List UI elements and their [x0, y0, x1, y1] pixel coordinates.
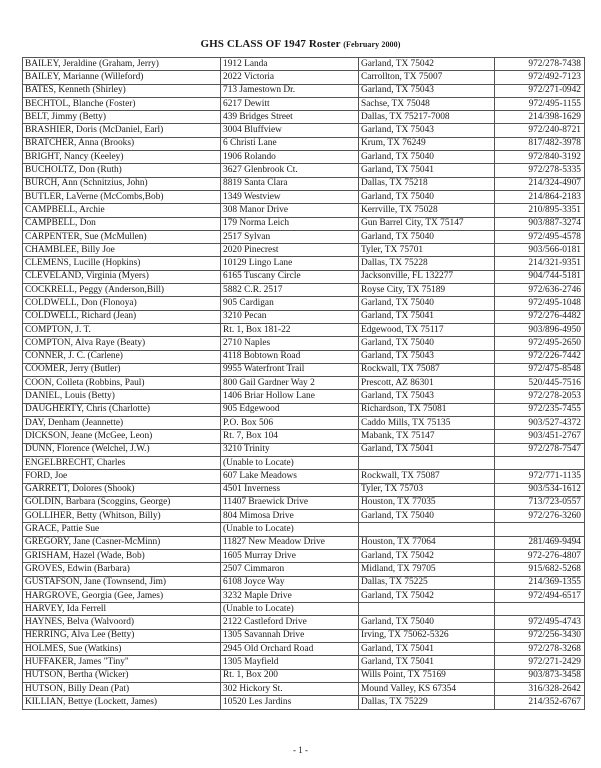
table-row — [23, 177, 585, 190]
phone-number: 972/495-1155 — [495, 97, 585, 110]
city-state-zip: Dallas, TX 75229 — [359, 696, 495, 709]
street-address: 6217 Dewitt — [221, 97, 359, 110]
member-name: HUFFAKER, James "Tiny" — [23, 656, 221, 669]
street-address: (Unable to Locate) — [221, 603, 359, 616]
street-address: 8819 Santa Clara — [221, 177, 359, 190]
title-date: (February 2000) — [343, 40, 401, 49]
member-name: COMPTON, J. T. — [23, 323, 221, 336]
phone-number: 972/495-4578 — [495, 230, 585, 243]
member-name: CARPENTER, Sue (McMullen) — [23, 230, 221, 243]
street-address: 4501 Inverness — [221, 483, 359, 496]
city-state-zip: Garland, TX 75040 — [359, 616, 495, 629]
table-row — [23, 589, 585, 602]
street-address: 2507 Cimmaron — [221, 563, 359, 576]
phone-number: 972/235-7455 — [495, 403, 585, 416]
member-name: BUTLER, LaVerne (McCombs,Bob) — [23, 190, 221, 203]
phone-number: 972/278-3268 — [495, 643, 585, 656]
phone-number: 713/723-0557 — [495, 496, 585, 509]
city-state-zip — [359, 523, 495, 536]
city-state-zip: Dallas, TX 75228 — [359, 257, 495, 270]
table-row — [23, 84, 585, 97]
member-name: HUTSON, Billy Dean (Pat) — [23, 682, 221, 695]
phone-number: 903/566-0181 — [495, 244, 585, 257]
member-name: CLEMENS, Lucille (Hopkins) — [23, 257, 221, 270]
member-name: CAMPBELL, Don — [23, 217, 221, 230]
phone-number: 972/495-4743 — [495, 616, 585, 629]
city-state-zip: Dallas, TX 75217-7008 — [359, 111, 495, 124]
table-row — [23, 297, 585, 310]
table-row — [23, 270, 585, 283]
table-row — [23, 629, 585, 642]
street-address: 713 Jamestown Dr. — [221, 84, 359, 97]
street-address: 2710 Naples — [221, 337, 359, 350]
city-state-zip: Garland, TX 75040 — [359, 190, 495, 203]
street-address: 1305 Savannah Drive — [221, 629, 359, 642]
city-state-zip: Garland, TX 75043 — [359, 390, 495, 403]
roster-table — [22, 57, 585, 710]
member-name: BAILEY, Jeraldine (Graham, Jerry) — [23, 58, 221, 71]
street-address: 3004 Bluffview — [221, 124, 359, 137]
phone-number: 972/771-1135 — [495, 470, 585, 483]
street-address: 3210 Trinity — [221, 443, 359, 456]
member-name: BELT, Jimmy (Betty) — [23, 111, 221, 124]
table-row — [23, 523, 585, 536]
member-name: ENGELBRECHT, Charles — [23, 456, 221, 469]
city-state-zip: Gun Barrel City, TX 75147 — [359, 217, 495, 230]
phone-number: 214/352-6767 — [495, 696, 585, 709]
member-name: CLEVELAND, Virginia (Myers) — [23, 270, 221, 283]
member-name: DICKSON, Jeane (McGee, Leon) — [23, 430, 221, 443]
phone-number: 972/278-7438 — [495, 58, 585, 71]
table-row — [23, 696, 585, 709]
street-address: 11407 Braewick Drive — [221, 496, 359, 509]
city-state-zip: Garland, TX 75041 — [359, 310, 495, 323]
member-name: BURCH, Ann (Schnitzius, John) — [23, 177, 221, 190]
street-address: 2517 Sylvan — [221, 230, 359, 243]
member-name: COLDWELL, Don (Flonoya) — [23, 297, 221, 310]
table-row — [23, 124, 585, 137]
phone-number: 972/276-4482 — [495, 310, 585, 323]
street-address: Rt. 7, Box 104 — [221, 430, 359, 443]
city-state-zip: Wills Point, TX 75169 — [359, 669, 495, 682]
street-address: 6165 Tuscany Circle — [221, 270, 359, 283]
city-state-zip: Dallas, TX 75218 — [359, 177, 495, 190]
table-row — [23, 536, 585, 549]
city-state-zip: Garland, TX 75043 — [359, 350, 495, 363]
phone-number: 972/840-3192 — [495, 151, 585, 164]
city-state-zip: Mound Valley, KS 67354 — [359, 682, 495, 695]
table-row — [23, 483, 585, 496]
city-state-zip: Garland, TX 75040 — [359, 230, 495, 243]
street-address: 1906 Rolando — [221, 151, 359, 164]
phone-number: 972/278-5335 — [495, 164, 585, 177]
street-address: 3210 Pecan — [221, 310, 359, 323]
member-name: GUSTAFSON, Jane (Townsend, Jim) — [23, 576, 221, 589]
member-name: HARGROVE, Georgia (Gee, James) — [23, 589, 221, 602]
city-state-zip: Garland, TX 75041 — [359, 443, 495, 456]
table-row — [23, 230, 585, 243]
street-address: 800 Gail Gardner Way 2 — [221, 377, 359, 390]
member-name: BRIGHT, Nancy (Keeley) — [23, 151, 221, 164]
street-address: 2122 Castleford Drive — [221, 616, 359, 629]
member-name: CONNER, J. C. (Carlene) — [23, 350, 221, 363]
table-row — [23, 350, 585, 363]
street-address: 2020 Pinecrest — [221, 244, 359, 257]
member-name: HAYNES, Belva (Walvoord) — [23, 616, 221, 629]
phone-number: 972/276-3260 — [495, 510, 585, 523]
phone-number: 972/495-1048 — [495, 297, 585, 310]
street-address: (Unable to Locate) — [221, 456, 359, 469]
phone-number: 972/226-7442 — [495, 350, 585, 363]
member-name: HUTSON, Bertha (Wicker) — [23, 669, 221, 682]
member-name: CAMPBELL, Archie — [23, 204, 221, 217]
phone-number: 903/896-4950 — [495, 323, 585, 336]
table-row — [23, 323, 585, 336]
member-name: DANIEL, Louis (Betty) — [23, 390, 221, 403]
phone-number: 972/271-2429 — [495, 656, 585, 669]
city-state-zip: Garland, TX 75041 — [359, 643, 495, 656]
phone-number: 903/887-3274 — [495, 217, 585, 230]
table-row — [23, 257, 585, 270]
city-state-zip: Garland, TX 75041 — [359, 164, 495, 177]
street-address: 607 Lake Meadows — [221, 470, 359, 483]
street-address: (Unable to Locate) — [221, 523, 359, 536]
phone-number: 214/864-2183 — [495, 190, 585, 203]
table-row — [23, 151, 585, 164]
city-state-zip: Tyler, TX 75701 — [359, 244, 495, 257]
city-state-zip: Prescott, AZ 86301 — [359, 377, 495, 390]
member-name: COON, Colleta (Robbins, Paul) — [23, 377, 221, 390]
city-state-zip: Krum, TX 76249 — [359, 137, 495, 150]
member-name: HOLMES, Sue (Watkins) — [23, 643, 221, 656]
phone-number: 281/469-9494 — [495, 536, 585, 549]
table-row — [23, 363, 585, 376]
phone-number: 903/873-3458 — [495, 669, 585, 682]
street-address: 1605 Murray Drive — [221, 549, 359, 562]
roster-body — [23, 58, 585, 710]
phone-number: 972/278-7547 — [495, 443, 585, 456]
street-address: 804 Mimosa Drive — [221, 510, 359, 523]
street-address: 179 Norma Leich — [221, 217, 359, 230]
phone-number: 214/398-1629 — [495, 111, 585, 124]
phone-number: 903/527-4372 — [495, 417, 585, 430]
phone-number: 214/369-1355 — [495, 576, 585, 589]
city-state-zip: Dallas, TX 75225 — [359, 576, 495, 589]
table-row — [23, 456, 585, 469]
city-state-zip: Garland, TX 75040 — [359, 297, 495, 310]
table-row — [23, 549, 585, 562]
phone-number: 520/445-7516 — [495, 377, 585, 390]
phone-number: 817/482-3978 — [495, 137, 585, 150]
phone-number: 972/240-8721 — [495, 124, 585, 137]
city-state-zip: Tyler, TX 75703 — [359, 483, 495, 496]
phone-number: 972/256-3430 — [495, 629, 585, 642]
member-name: COCKRELL, Peggy (Anderson,Bill) — [23, 284, 221, 297]
member-name: GARRETT, Dolores (Shook) — [23, 483, 221, 496]
city-state-zip — [359, 603, 495, 616]
member-name: COOMER, Jerry (Butler) — [23, 363, 221, 376]
city-state-zip: Rockwall, TX 75087 — [359, 470, 495, 483]
member-name: DAY, Denham (Jeannette) — [23, 417, 221, 430]
table-row — [23, 58, 585, 71]
phone-number: 972/278-2053 — [495, 390, 585, 403]
street-address: 308 Manor Drive — [221, 204, 359, 217]
street-address: Rt. 1, Box 200 — [221, 669, 359, 682]
phone-number: 972/494-6517 — [495, 589, 585, 602]
member-name: HERRING, Alva Lee (Betty) — [23, 629, 221, 642]
phone-number: 904/744-5181 — [495, 270, 585, 283]
city-state-zip: Houston, TX 77035 — [359, 496, 495, 509]
street-address: Rt. 1, Box 181-22 — [221, 323, 359, 336]
city-state-zip: Garland, TX 75040 — [359, 337, 495, 350]
city-state-zip: Garland, TX 75043 — [359, 84, 495, 97]
phone-number: 903/534-1612 — [495, 483, 585, 496]
member-name: DUNN, Florence (Welchel, J.W.) — [23, 443, 221, 456]
member-name: KILLIAN, Bettye (Lockett, James) — [23, 696, 221, 709]
phone-number — [495, 523, 585, 536]
city-state-zip — [359, 456, 495, 469]
table-row — [23, 669, 585, 682]
phone-number: 972/495-2650 — [495, 337, 585, 350]
table-row — [23, 682, 585, 695]
street-address: 6 Christi Lane — [221, 137, 359, 150]
table-row — [23, 510, 585, 523]
city-state-zip: Caddo Mills, TX 75135 — [359, 417, 495, 430]
street-address: 1406 Briar Hollow Lane — [221, 390, 359, 403]
phone-number — [495, 456, 585, 469]
table-row — [23, 190, 585, 203]
street-address: 6108 Joyce Way — [221, 576, 359, 589]
member-name: GRISHAM, Hazel (Wade, Bob) — [23, 549, 221, 562]
member-name: BUCHOLTZ, Don (Ruth) — [23, 164, 221, 177]
street-address: 10520 Les Jardins — [221, 696, 359, 709]
member-name: CHAMBLEE, Billy Joe — [23, 244, 221, 257]
phone-number: 972/271-0942 — [495, 84, 585, 97]
city-state-zip: Irving, TX 75062-5326 — [359, 629, 495, 642]
street-address: 2945 Old Orchard Road — [221, 643, 359, 656]
street-address: P.O. Box 506 — [221, 417, 359, 430]
city-state-zip: Rockwall, TX 75087 — [359, 363, 495, 376]
city-state-zip: Garland, TX 75042 — [359, 589, 495, 602]
city-state-zip: Garland, TX 75042 — [359, 549, 495, 562]
member-name: GROVES, Edwin (Barbara) — [23, 563, 221, 576]
street-address: 439 Bridges Street — [221, 111, 359, 124]
table-row — [23, 616, 585, 629]
city-state-zip: Royse City, TX 75189 — [359, 284, 495, 297]
city-state-zip: Richardson, TX 75081 — [359, 403, 495, 416]
table-row — [23, 403, 585, 416]
city-state-zip: Garland, TX 75041 — [359, 656, 495, 669]
table-row — [23, 656, 585, 669]
page-title — [0, 38, 601, 50]
city-state-zip: Edgewood, TX 75117 — [359, 323, 495, 336]
member-name: GRACE, Pattie Sue — [23, 523, 221, 536]
member-name: GREGORY, Jane (Casner-McMinn) — [23, 536, 221, 549]
table-row — [23, 284, 585, 297]
city-state-zip: Carrollton, TX 75007 — [359, 71, 495, 84]
table-row — [23, 390, 585, 403]
member-name: BECHTOL, Blanche (Foster) — [23, 97, 221, 110]
table-row — [23, 217, 585, 230]
street-address: 9955 Waterfront Trail — [221, 363, 359, 376]
table-row — [23, 496, 585, 509]
table-row — [23, 71, 585, 84]
table-row — [23, 137, 585, 150]
table-row — [23, 430, 585, 443]
phone-number — [495, 603, 585, 616]
street-address: 10129 Lingo Lane — [221, 257, 359, 270]
phone-number: 972-276-4807 — [495, 549, 585, 562]
table-row — [23, 417, 585, 430]
table-row — [23, 111, 585, 124]
street-address: 3232 Maple Drive — [221, 589, 359, 602]
member-name: BATES, Kenneth (Shirley) — [23, 84, 221, 97]
street-address: 905 Edgewood — [221, 403, 359, 416]
street-address: 3627 Glenbrook Ct. — [221, 164, 359, 177]
street-address: 5882 C.R. 2517 — [221, 284, 359, 297]
phone-number: 915/682-5268 — [495, 563, 585, 576]
city-state-zip: Sachse, TX 75048 — [359, 97, 495, 110]
table-row — [23, 576, 585, 589]
table-row — [23, 310, 585, 323]
member-name: GOLLIHER, Betty (Whitson, Billy) — [23, 510, 221, 523]
city-state-zip: Midland, TX 79705 — [359, 563, 495, 576]
table-row — [23, 164, 585, 177]
member-name: BRATCHER, Anna (Brooks) — [23, 137, 221, 150]
member-name: COLDWELL, Richard (Jean) — [23, 310, 221, 323]
phone-number: 214/321-9351 — [495, 257, 585, 270]
street-address: 1349 Westview — [221, 190, 359, 203]
street-address: 2022 Victoria — [221, 71, 359, 84]
table-row — [23, 443, 585, 456]
table-row — [23, 643, 585, 656]
table-row — [23, 244, 585, 257]
street-address: 4118 Bobtown Road — [221, 350, 359, 363]
table-row — [23, 337, 585, 350]
phone-number: 972/475-8548 — [495, 363, 585, 376]
city-state-zip: Mabank, TX 75147 — [359, 430, 495, 443]
table-row — [23, 603, 585, 616]
phone-number: 316/328-2642 — [495, 682, 585, 695]
city-state-zip: Garland, TX 75040 — [359, 151, 495, 164]
member-name: DAUGHERTY, Chris (Charlotte) — [23, 403, 221, 416]
street-address: 905 Cardigan — [221, 297, 359, 310]
city-state-zip: Jacksonville, FL 132277 — [359, 270, 495, 283]
phone-number: 972/492-7123 — [495, 71, 585, 84]
phone-number: 214/324-4907 — [495, 177, 585, 190]
table-row — [23, 470, 585, 483]
phone-number: 210/895-3351 — [495, 204, 585, 217]
street-address: 1912 Landa — [221, 58, 359, 71]
city-state-zip: Houston, TX 77064 — [359, 536, 495, 549]
member-name: BRASHIER, Doris (McDaniel, Earl) — [23, 124, 221, 137]
table-row — [23, 204, 585, 217]
city-state-zip: Garland, TX 75042 — [359, 58, 495, 71]
member-name: FORD, Joe — [23, 470, 221, 483]
street-address: 1305 Mayfield — [221, 656, 359, 669]
table-row — [23, 563, 585, 576]
phone-number: 972/636-2746 — [495, 284, 585, 297]
member-name: HARVEY, Ida Ferrell — [23, 603, 221, 616]
street-address: 302 Hickory St. — [221, 682, 359, 695]
city-state-zip: Garland, TX 75040 — [359, 510, 495, 523]
member-name: COMPTON, Alva Raye (Beaty) — [23, 337, 221, 350]
table-row — [23, 97, 585, 110]
page-number: - 1 - — [293, 745, 308, 755]
title-text: GHS CLASS OF 1947 Roster — [200, 38, 341, 50]
table-row — [23, 377, 585, 390]
member-name: BAILEY, Marianne (Willeford) — [23, 71, 221, 84]
member-name: GOLDIN, Barbara (Scoggins, George) — [23, 496, 221, 509]
city-state-zip: Kerrville, TX 75028 — [359, 204, 495, 217]
city-state-zip: Garland, TX 75043 — [359, 124, 495, 137]
phone-number: 903/451-2767 — [495, 430, 585, 443]
street-address: 11827 New Meadow Drive — [221, 536, 359, 549]
